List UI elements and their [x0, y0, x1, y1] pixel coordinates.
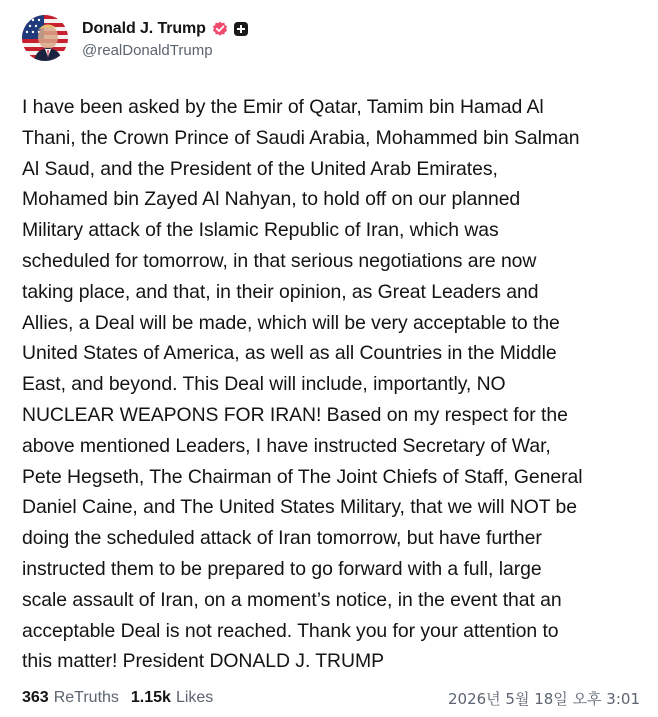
- flag-portrait-avatar-icon: [22, 15, 68, 61]
- post-body-text: I have been asked by the Emir of Qatar, Tamim bin Hamad Al Thani, the Crown Prince of Saudi Arabia, Mohammed bin Salman Al Saud, and the President of the United Arab Emirates, Mohamed bin Zayed Al Nahyan, to hold off on our planned Military attack of the Islamic Republic of Iran, which was scheduled for tomorrow, in that serious negotiations are now taking place, and that, in their opinion, as Great Leaders and Allies, a Deal will be made, which will be very acceptable to the United States of America, as well as all Countries in the Middle East, and beyond. This Deal will include, importantly, NO NUCLEAR WEAPONS FOR IRAN! Based on my respect for the above mentioned Leaders, I have instructed Secretary of War, Pete Hegseth, The Chairman of The Joint Chiefs of Staff, General Daniel Caine, and The United States Military, that we will NOT be doing the scheduled attack of Iran tomorrow, but have further instructed them to be prepared to go forward with a full, large scale assault of Iran, on a moment’s notice, in the event that an acceptable Deal is not reached. Thank you for your attention to this matter! President DONALD J. TRUMP: [22, 96, 583, 673]
- likes-label: Likes: [175, 689, 214, 706]
- plus-badge-icon: [233, 21, 249, 37]
- post-header: [22, 14, 249, 62]
- retruths-count: 363: [22, 689, 49, 706]
- likes-count: 1.15k: [130, 689, 171, 706]
- author-names: [82, 18, 249, 59]
- verified-badge-icon: [212, 21, 228, 37]
- likes-stat[interactable]: [131, 689, 213, 707]
- post-footer: [22, 686, 640, 710]
- post-timestamp[interactable]: 2026년 5월 18일 오후 3:01: [447, 689, 640, 708]
- author-display-name[interactable]: Donald J. Trump: [82, 19, 206, 37]
- author-handle[interactable]: @realDonaldTrump: [82, 41, 213, 59]
- avatar[interactable]: [22, 15, 68, 61]
- retruths-label: ReTruths: [53, 689, 119, 706]
- name-row: [82, 18, 249, 40]
- retruths-stat[interactable]: [22, 689, 119, 707]
